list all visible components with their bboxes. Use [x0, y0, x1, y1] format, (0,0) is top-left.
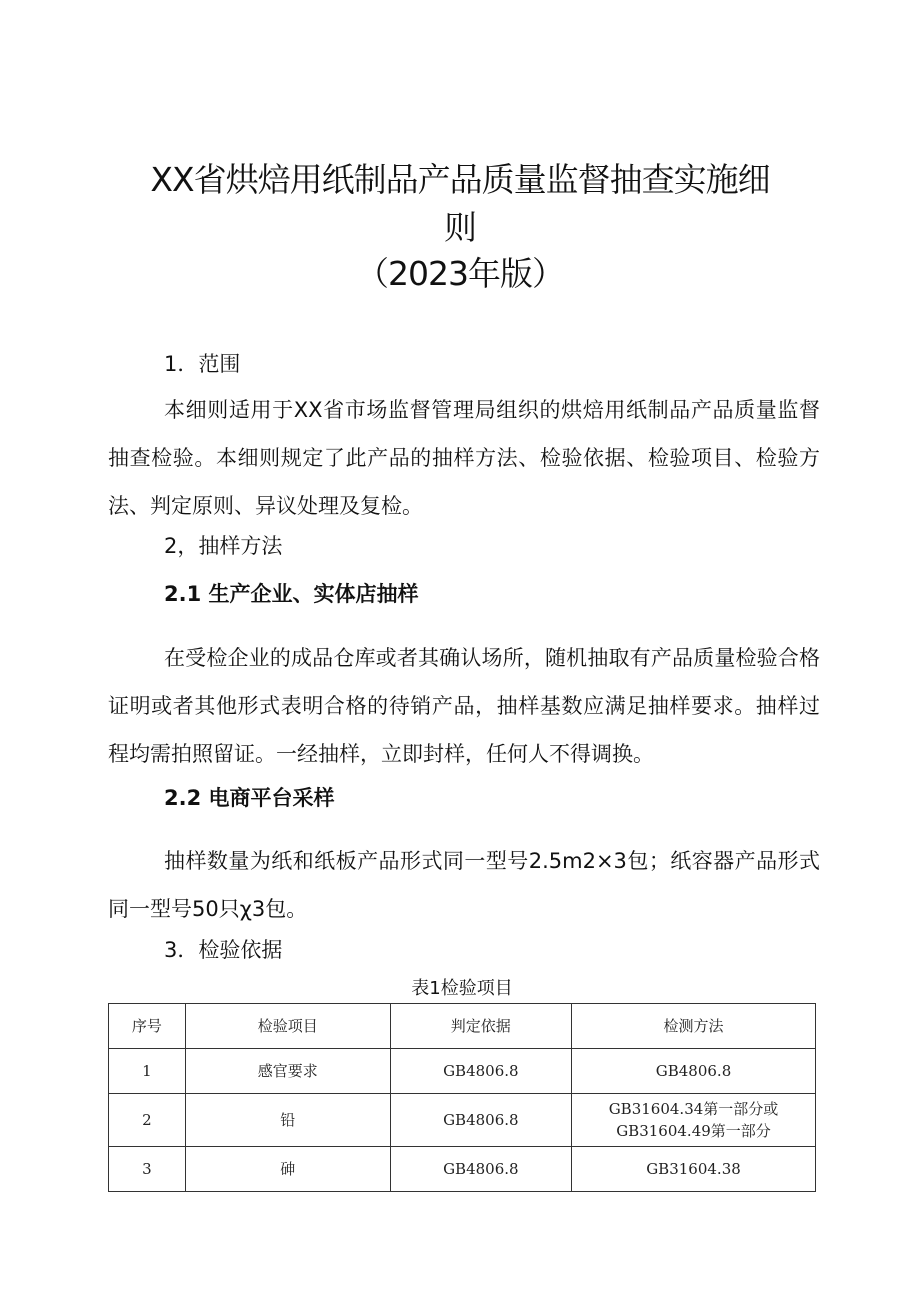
document-title — [120, 158, 800, 296]
cell-method — [572, 1049, 816, 1094]
cell-method-line: GB31604.34第一部分或 — [608, 1100, 779, 1118]
cell-method-line: GB31604.38 — [646, 1160, 741, 1178]
cell-method-line: GB4806.8 — [655, 1062, 732, 1080]
section-1-heading: 1．范围 — [164, 352, 241, 376]
cell-basis: GB4806.8 — [390, 1147, 571, 1192]
table-row — [109, 1147, 816, 1192]
cell-seq: 2 — [109, 1094, 186, 1147]
section-2-2-body: 抽样数量为纸和纸板产品形式同一型号2.5m2×3包；纸容器产品形式同一型号50只χ3包。 — [108, 849, 820, 921]
section-3-heading: 3．检验依据 — [164, 938, 283, 962]
cell-basis: GB4806.8 — [390, 1049, 571, 1094]
cell-method-line: GB31604.49第一部分 — [616, 1122, 771, 1140]
cell-item: 砷 — [185, 1147, 390, 1192]
table-row — [109, 1049, 816, 1094]
cell-item: 铅 — [185, 1094, 390, 1147]
table-header-row — [109, 1004, 816, 1049]
cell-item: 感官要求 — [185, 1049, 390, 1094]
inspection-items-table — [108, 1003, 816, 1192]
header-basis: 判定依据 — [390, 1004, 571, 1049]
section-2-1-body: 在受检企业的成品仓库或者其确认场所，随机抽取有产品质量检验合格证明或者其他形式表明合格的待销产品，抽样基数应满足抽样要求。抽样过程均需拍照留证。一经抽样，立即封样，任何人不得调换。 — [108, 646, 820, 766]
section-2-2-heading: 2.2 电商平台采样 — [164, 786, 335, 810]
section-2-1-heading: 2.1 生产企业、实体店抽样 — [164, 582, 419, 606]
cell-basis: GB4806.8 — [390, 1094, 571, 1147]
section-1-body: 本细则适用于XX省市场监督管理局组织的烘焙用纸制品产品质量监督抽查检验。本细则规定了此产品的抽样方法、检验依据、检验项目、检验方法、判定原则、异议处理及复检。 — [108, 398, 820, 518]
header-method: 检测方法 — [572, 1004, 816, 1049]
table-row — [109, 1094, 816, 1147]
title-line-2: 则 — [444, 208, 476, 247]
header-item: 检验项目 — [185, 1004, 390, 1049]
cell-method — [572, 1094, 816, 1147]
cell-seq: 1 — [109, 1049, 186, 1094]
table-caption: 表1检验项目 — [411, 978, 513, 999]
section-2-heading: 2，抽样方法 — [164, 534, 283, 558]
cell-seq: 3 — [109, 1147, 186, 1192]
header-seq: 序号 — [109, 1004, 186, 1049]
title-edition: （2023年版） — [356, 254, 564, 293]
cell-method — [572, 1147, 816, 1192]
title-line-1: XX省烘焙用纸制品产品质量监督抽查实施细 — [150, 160, 770, 199]
